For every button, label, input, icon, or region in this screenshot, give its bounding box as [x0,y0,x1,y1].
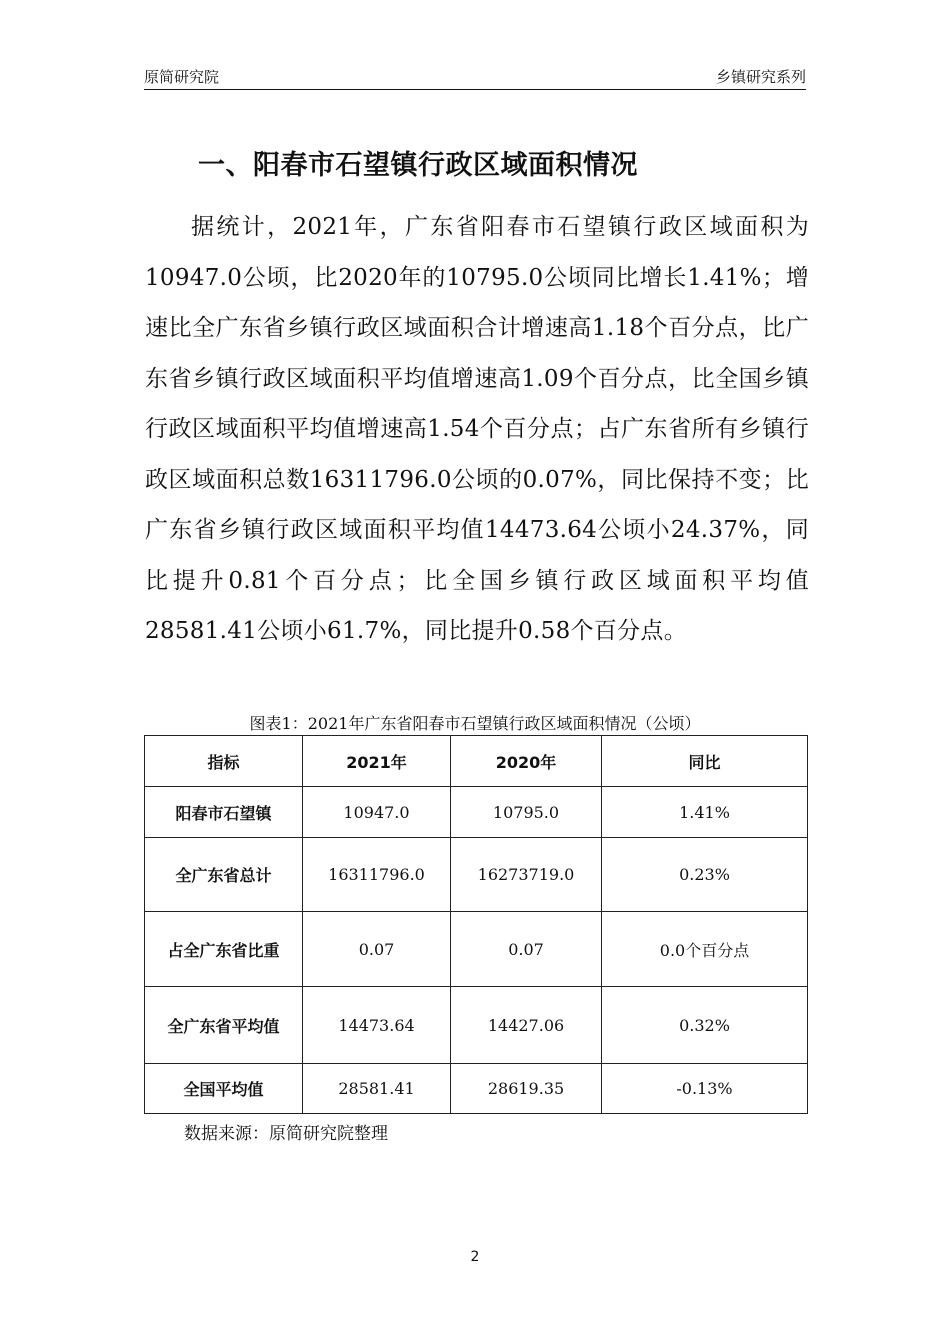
table-row [145,787,808,838]
cell-2021: 0.07 [303,912,451,987]
cell-2020: 28619.35 [451,1064,602,1114]
row-label: 占全广东省比重 [145,912,303,987]
table-header-row [145,736,808,787]
cell-yoy: 1.41% [602,787,808,838]
header-indicator: 指标 [145,736,303,787]
row-label: 阳春市石望镇 [145,787,303,838]
cell-yoy: 0.23% [602,838,808,912]
table-row [145,1064,808,1114]
data-source-note: 数据来源：原简研究院整理 [184,1124,388,1144]
cell-2020: 10795.0 [451,787,602,838]
cell-2020: 0.07 [451,912,602,987]
cell-2021: 14473.64 [303,987,451,1064]
table-row [145,912,808,987]
cell-2020: 14427.06 [451,987,602,1064]
body-paragraph: 据统计，2021年，广东省阳春市石望镇行政区域面积为10947.0公顷，比2020年的10795.0公顷同比增长1.41%；增速比全广东省乡镇行政区域面积合计增速高1.18个百分点，比广东省乡镇行政区域面积平均值增速高1.09个百分点，比全国乡镇行政区域面积平均值增速高1.54个百分点；占广东省所有乡镇行政区域面积总数16311796.0公顷的0.07%，同比保持不变；比广东省乡镇行政区域面积平均值14473.64公顷小24.37%，同比提升0.81个百分点；比全国乡镇行政区域面积平均值28581.41公顷小61.7%，同比提升0.58个百分点。 [145,214,809,644]
table-caption: 图表1：2021年广东省阳春市石望镇行政区域面积情况（公顷） [249,714,701,733]
section-title: 一、阳春市石望镇行政区域面积情况 [198,150,638,181]
cell-2021: 28581.41 [303,1064,451,1114]
header-2021: 2021年 [303,736,451,787]
cell-2021: 16311796.0 [303,838,451,912]
row-label: 全广东省总计 [145,838,303,912]
header-series-name: 乡镇研究系列 [715,68,806,86]
header-yoy: 同比 [602,736,808,787]
area-table [144,735,808,1114]
row-label: 全广东省平均值 [145,987,303,1064]
cell-2020: 16273719.0 [451,838,602,912]
header-rule [144,89,806,90]
page-number: 2 [470,1249,480,1265]
table-row [145,987,808,1064]
cell-yoy: -0.13% [602,1064,808,1114]
row-label: 全国平均值 [145,1064,303,1114]
cell-2021: 10947.0 [303,787,451,838]
cell-yoy: 0.32% [602,987,808,1064]
header-org-name: 原简研究院 [144,68,220,86]
table-row [145,838,808,912]
header-2020: 2020年 [451,736,602,787]
cell-yoy: 0.0个百分点 [602,912,808,987]
